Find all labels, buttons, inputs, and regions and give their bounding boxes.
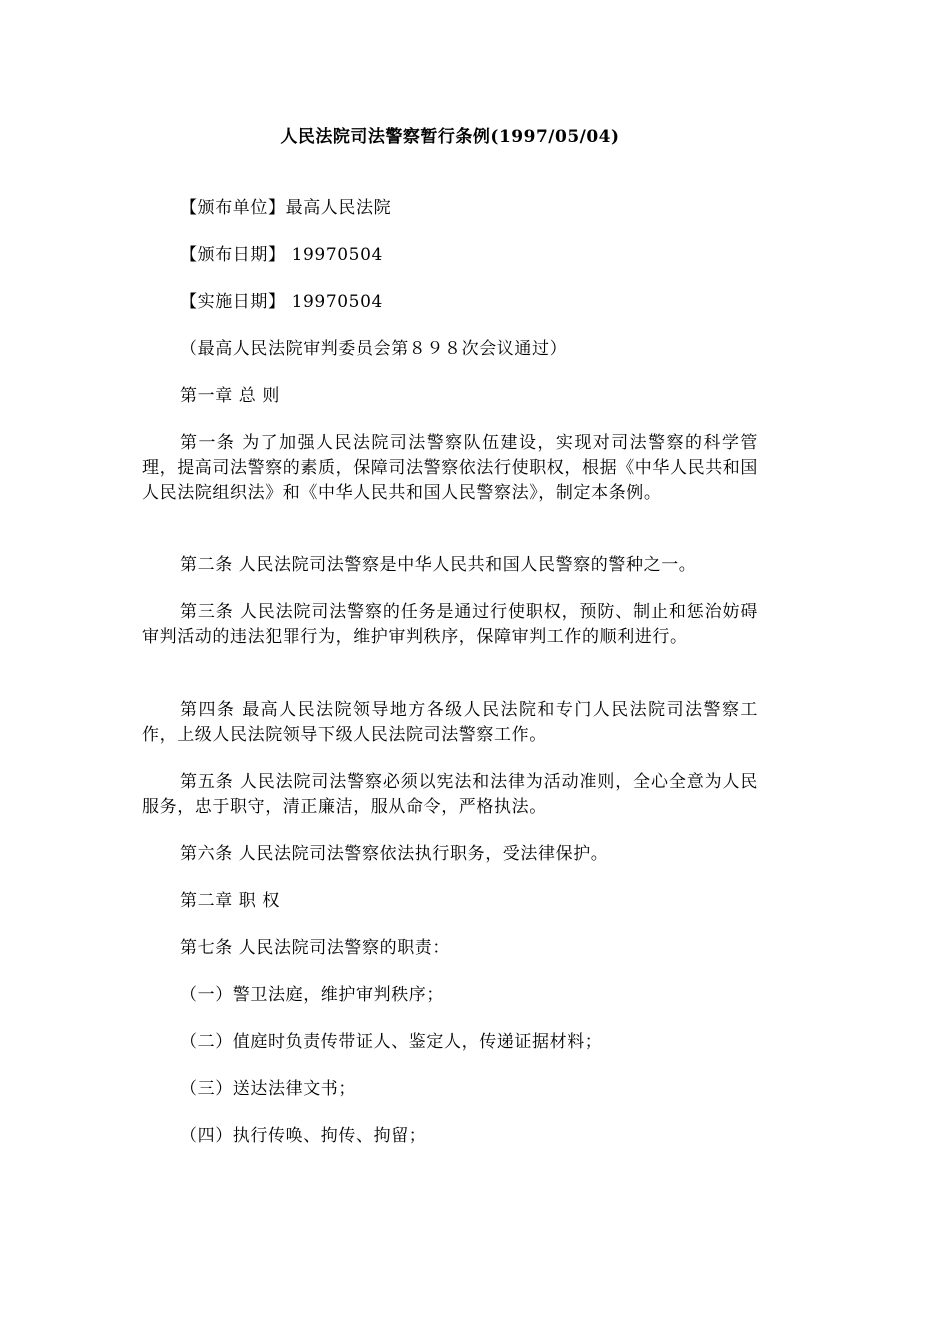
duty-item-4: （四）执行传唤、拘传、拘留； [180, 1126, 427, 1146]
duty-item-3: （三）送达法律文书； [180, 1079, 356, 1099]
article-1: 第一条 为了加强人民法院司法警察队伍建设，实现对司法警察的科学管理，提高司法警察的素质，保障司法警察依法行使职权，根据《中华人民共和国人民法院组织法》和《中华人民共和国人民警察法》，制定本条例。 [142, 433, 758, 503]
article-5: 第五条 人民法院司法警察必须以宪法和法律为活动准则，全心全意为人民服务，忠于职守，清正廉洁，服从命令，严格执法。 [142, 772, 758, 817]
document-title: 人民法院司法警察暂行条例(1997/05/04) [280, 127, 620, 147]
article-4: 第四条 最高人民法院领导地方各级人民法院和专门人民法院司法警察工作，上级人民法院领导下级人民法院司法警察工作。 [142, 700, 758, 745]
approval-note: （最高人民法院审判委员会第８９８次会议通过） [180, 339, 568, 359]
chapter-heading-2: 第二章 职 权 [180, 891, 281, 911]
article-7: 第七条 人民法院司法警察的职责： [180, 938, 451, 958]
article-6: 第六条 人民法院司法警察依法执行职务，受法律保护。 [180, 844, 609, 864]
duty-item-1: （一）警卫法庭，维护审判秩序； [180, 985, 444, 1005]
article-2: 第二条 人民法院司法警察是中华人民共和国人民警察的警种之一。 [180, 555, 697, 575]
duty-item-2: （二）值庭时负责传带证人、鉴定人，传递证据材料； [180, 1032, 603, 1052]
article-3: 第三条 人民法院司法警察的任务是通过行使职权，预防、制止和惩治妨碍审判活动的违法犯罪行为，维护审判秩序，保障审判工作的顺利进行。 [142, 602, 758, 647]
effective-date-line: 【实施日期】 19970504 [180, 292, 383, 312]
issuer-line: 【颁布单位】最高人民法院 [180, 198, 392, 218]
chapter-heading-1: 第一章 总 则 [180, 386, 281, 406]
issue-date-line: 【颁布日期】 19970504 [180, 245, 383, 265]
